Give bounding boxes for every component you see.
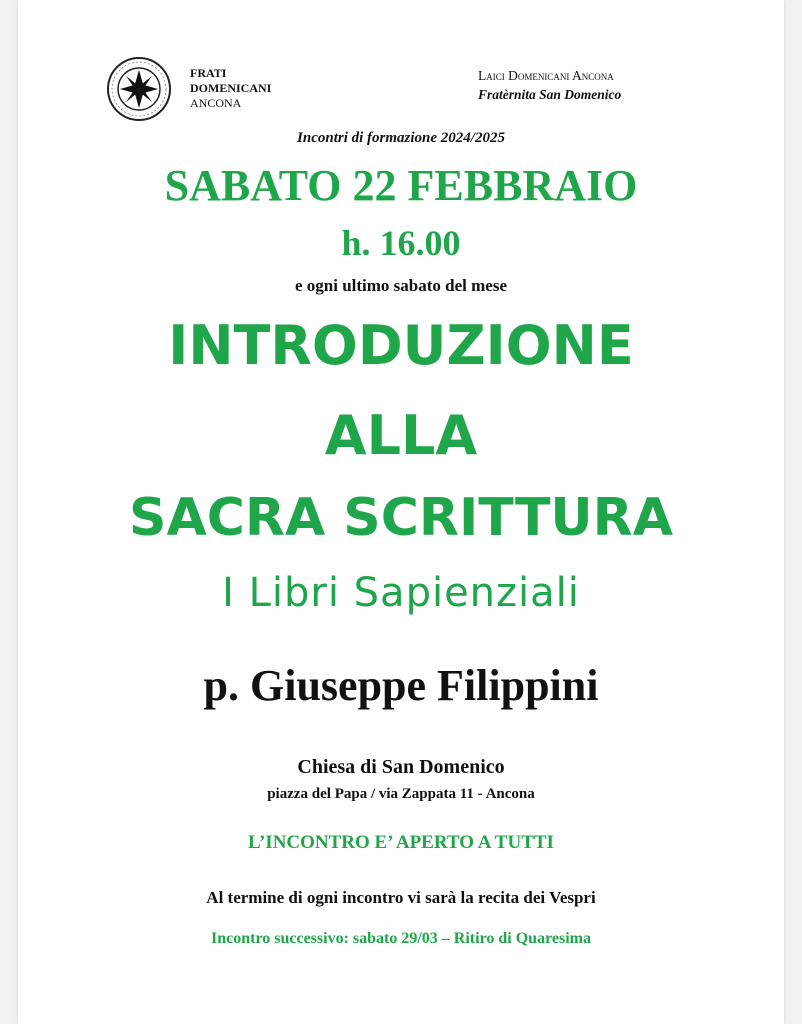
speaker-name: p. Giuseppe Filippini [203,661,599,710]
dominican-seal-icon [106,56,172,122]
frati-domenicani-label [190,66,271,111]
next-meeting-note: Incontro successivo: sabato 29/03 – Ritiro di Quaresima [210,930,591,947]
title-line-3: SACRA SCRITTURA [129,488,673,548]
venue-name: Chiesa di San Domenico [297,756,505,778]
open-to-all-note: L’INCONTRO E’ APERTO A TUTTI [248,832,554,853]
org-left-line-2: DOMENICANI [190,81,272,95]
venue-address: piazza del Papa / via Zappata 11 - Ancona [267,786,535,802]
series-subtitle: Incontri di formazione 2024/2025 [297,130,505,146]
topic-title: I Libri Sapienziali [222,570,580,616]
recurrence-note: e ogni ultimo sabato del mese [294,276,508,295]
org-left-line-3: ANCONA [190,96,242,110]
title-line-1: INTRODUZIONE [168,314,634,377]
flyer-page [18,0,784,1024]
vespers-note: Al termine di ogni incontro vi sarà la recita dei Vespri [206,888,596,907]
title-line-2: ALLA [324,404,478,467]
laici-domenicani-label [478,66,621,104]
org-right-line-1: Laici Domenicani Ancona [478,68,614,83]
org-left-line-1: FRATI [190,66,227,80]
org-right-line-2: Fratèrnita San Domenico [478,87,622,102]
event-time: h. 16.00 [341,223,461,263]
event-date: SABATO 22 FEBBRAIO [164,161,638,210]
